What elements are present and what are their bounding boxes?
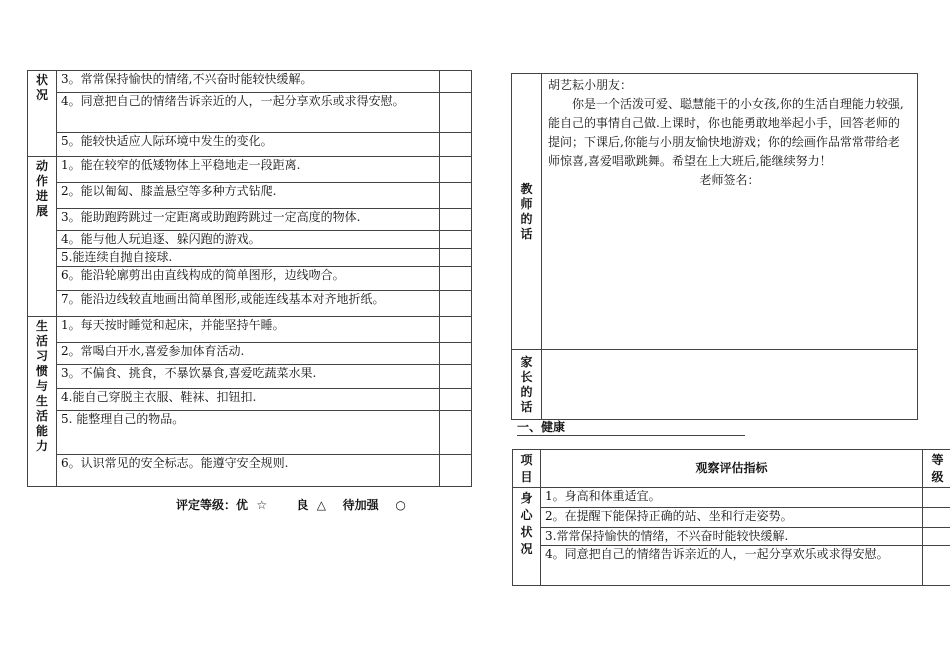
grade-cell[interactable]: [440, 455, 472, 487]
table-row: [513, 528, 950, 546]
table-row: [28, 455, 472, 487]
grade-cell[interactable]: [440, 389, 472, 411]
parent-label: 家 长 的 话: [512, 350, 542, 420]
table-row: [513, 508, 950, 528]
grade-cell[interactable]: [440, 317, 472, 343]
indicator-item: 4。同意把自己的情绪告诉亲近的人，一起分享欢乐或求得安慰。: [541, 546, 923, 586]
table-row: [513, 546, 950, 586]
table-row: [28, 231, 472, 249]
grade-cell[interactable]: [440, 249, 472, 267]
table-row: [28, 209, 472, 231]
comments-table: [511, 73, 918, 420]
header-grade: 等 级: [923, 450, 950, 488]
health-evaluation-table: [512, 449, 950, 586]
grade-cell[interactable]: [440, 71, 472, 93]
rating-scale-line: 评定等级：优 ☆ 良 △ 待加强 ○: [176, 498, 406, 512]
table-row: [28, 291, 472, 317]
grade-cell[interactable]: [440, 133, 472, 157]
indicator-item: 4。能与他人玩追逐、躲闪跑的游戏。: [57, 231, 440, 249]
teacher-comment-row: [512, 74, 918, 350]
grade-cell[interactable]: [440, 209, 472, 231]
left-evaluation-table: [27, 70, 472, 487]
table-row: [28, 249, 472, 267]
category-cell: 状 况: [28, 71, 57, 157]
parent-comment-row: [512, 350, 918, 420]
header-indicator: 观察评估指标: [541, 450, 923, 488]
indicator-item: 3。常常保持愉快的情绪,不兴奋时能较快缓解。: [57, 71, 440, 93]
grade-cell[interactable]: [440, 267, 472, 291]
grade-cell[interactable]: [440, 411, 472, 455]
indicator-item: 3.常常保持愉快的情绪，不兴奋时能较快缓解.: [541, 528, 923, 546]
indicator-item: 2。在提醒下能保持正确的站、坐和行走姿势。: [541, 508, 923, 528]
letter-body: 你是一个活泼可爱、聪慧能干的小女孩,你的生活自理能力较强,能自己的事情自己做.上课时，你也能勇敢地举起小手，回答老师的提问；下课后,你能与小朋友愉快地游戏；你的绘画作品常常带给老师惊喜,喜爱唱歌跳舞。希望在上大班后,能继续努力！: [548, 97, 904, 168]
indicator-item: 7。能沿边线较直地画出简单图形,或能连线基本对齐地折纸。: [57, 291, 440, 317]
table-row: [28, 267, 472, 291]
letter-greeting: 胡艺耘小朋友：: [548, 78, 633, 92]
teacher-comment-cell: [542, 74, 918, 350]
category-physical-mental: 身 心 状 况: [513, 488, 541, 586]
grade-cell[interactable]: [923, 528, 950, 546]
grade-cell[interactable]: [440, 365, 472, 389]
grade-cell[interactable]: [923, 508, 950, 528]
table-row: [28, 317, 472, 343]
indicator-item: 1。能在较窄的低矮物体上平稳地走一段距离.: [57, 157, 440, 183]
table-row: [28, 343, 472, 365]
grade-cell[interactable]: [440, 183, 472, 209]
teacher-label: 教 师 的 话: [512, 74, 542, 350]
indicator-item: 4。同意把自己的情绪告诉亲近的人，一起分享欢乐或求得安慰。: [57, 93, 440, 133]
header-item: 项 目: [513, 450, 541, 488]
indicator-item: 5. 能整理自己的物品。: [57, 411, 440, 455]
category-cell: 生 活 习 惯 与 生 活 能 力: [28, 317, 57, 487]
grade-cell[interactable]: [440, 343, 472, 365]
indicator-item: 3。不偏食、挑食，不暴饮暴食,喜爱吃蔬菜水果.: [57, 365, 440, 389]
indicator-item: 4.能自己穿脱主衣服、鞋袜、扣钮扣.: [57, 389, 440, 411]
indicator-item: 3。能助跑跨跳过一定距离或助跑跨跳过一定高度的物体.: [57, 209, 440, 231]
indicator-item: 5。能较快适应人际环境中发生的变化。: [57, 133, 440, 157]
teacher-signature-label: 老师签名：: [699, 173, 760, 187]
grade-cell[interactable]: [440, 157, 472, 183]
indicator-item: 2。能以匍匐、膝盖悬空等多种方式钻爬.: [57, 183, 440, 209]
table-row: [513, 488, 950, 508]
grade-cell[interactable]: [440, 291, 472, 317]
table-row: [28, 133, 472, 157]
table-row: [28, 71, 472, 93]
grade-cell[interactable]: [440, 93, 472, 133]
table-row: [28, 411, 472, 455]
grade-cell[interactable]: [923, 488, 950, 508]
grade-cell[interactable]: [923, 546, 950, 586]
header-row: [513, 450, 950, 488]
indicator-item: 1。每天按时睡觉和起床，并能坚持午睡。: [57, 317, 440, 343]
table-row: [28, 157, 472, 183]
indicator-item: 6。认识常见的安全标志。能遵守安全规则.: [57, 455, 440, 487]
parent-comment-cell[interactable]: [542, 350, 918, 420]
table-row: [28, 183, 472, 209]
grade-cell[interactable]: [440, 231, 472, 249]
category-cell: 动 作 进 展: [28, 157, 57, 317]
left-table-body: [28, 71, 472, 487]
indicator-item: 6。能沿轮廓剪出由直线构成的简单图形，边线吻合。: [57, 267, 440, 291]
indicator-item: 1。身高和体重适宜。: [541, 488, 923, 508]
table-row: [28, 93, 472, 133]
table-row: [28, 365, 472, 389]
indicator-item: 2。常喝白开水,喜爱参加体育活动.: [57, 343, 440, 365]
table-row: [28, 389, 472, 411]
section-heading: 一、健康: [517, 420, 745, 436]
indicator-item: 5.能连续自抛自接球.: [57, 249, 440, 267]
